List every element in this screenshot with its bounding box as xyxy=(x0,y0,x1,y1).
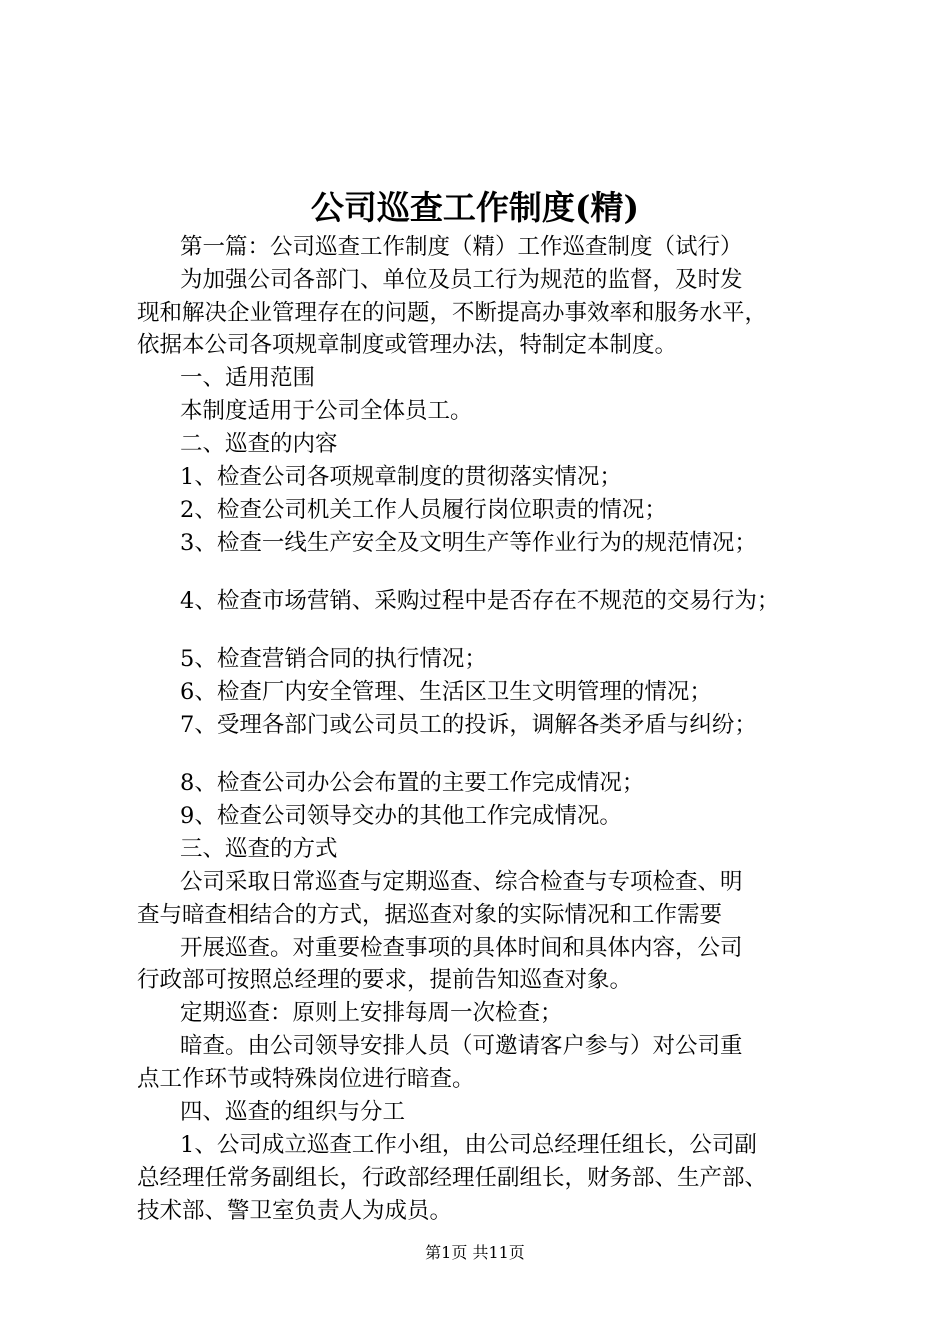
list-item: 9、检查公司领导交办的其他工作完成情况。 xyxy=(180,803,622,829)
paragraph-line: 1、公司成立巡查工作小组，由公司总经理任组长，公司副 xyxy=(180,1132,757,1158)
paragraph-line: 开展巡查。对重要检查事项的具体时间和具体内容，公司 xyxy=(180,935,743,961)
paragraph-line: 依据本公司各项规章制度或管理办法，特制定本制度。 xyxy=(137,332,678,358)
heading-first-part: 第一篇：公司巡查工作制度（精）工作巡查制度（试行） xyxy=(180,234,743,260)
list-item: 6、检查厂内安全管理、生活区卫生文明管理的情况； xyxy=(180,679,712,705)
paragraph-line: 本制度适用于公司全体员工。 xyxy=(180,398,473,424)
paragraph-line: 查与暗查相结合的方式，据巡查对象的实际情况和工作需要 xyxy=(137,902,723,928)
list-item: 5、检查营销合同的执行情况； xyxy=(180,646,487,672)
list-item: 7、受理各部门或公司员工的投诉，调解各类矛盾与纠纷； xyxy=(180,712,757,738)
paragraph-line: 暗查。由公司领导安排人员（可邀请客户参与）对公司重 xyxy=(180,1033,743,1059)
list-item: 2、检查公司机关工作人员履行岗位职责的情况； xyxy=(180,497,667,523)
page-number: 第1页 共11页 xyxy=(425,1243,525,1262)
paragraph-line: 总经理任常务副组长，行政部经理任副组长，财务部、生产部、 xyxy=(137,1165,768,1191)
paragraph-line: 为加强公司各部门、单位及员工行为规范的监督，及时发 xyxy=(180,267,743,293)
list-item: 3、检查一线生产安全及文明生产等作业行为的规范情况； xyxy=(180,530,757,556)
section-heading: 三、巡查的方式 xyxy=(180,836,338,862)
document-title: 公司巡查工作制度(精) xyxy=(310,188,640,227)
section-heading: 一、适用范围 xyxy=(180,365,316,391)
list-item: 4、检查市场营销、采购过程中是否存在不规范的交易行为； xyxy=(180,588,780,614)
paragraph-line: 定期巡查：原则上安排每周一次检查； xyxy=(180,1000,563,1026)
paragraph-line: 点工作环节或特殊岗位进行暗查。 xyxy=(137,1066,475,1092)
section-heading: 四、巡查的组织与分工 xyxy=(180,1099,406,1125)
paragraph-line: 公司采取日常巡查与定期巡查、综合检查与专项检查、明 xyxy=(180,869,743,895)
list-item: 1、检查公司各项规章制度的贯彻落实情况； xyxy=(180,464,622,490)
paragraph-line: 技术部、警卫室负责人为成员。 xyxy=(137,1198,453,1224)
paragraph-line: 现和解决企业管理存在的问题，不断提高办事效率和服务水平， xyxy=(137,300,768,326)
section-heading: 二、巡查的内容 xyxy=(180,431,338,457)
list-item: 8、检查公司办公会布置的主要工作完成情况； xyxy=(180,770,645,796)
paragraph-line: 行政部可按照总经理的要求，提前告知巡查对象。 xyxy=(137,967,633,993)
